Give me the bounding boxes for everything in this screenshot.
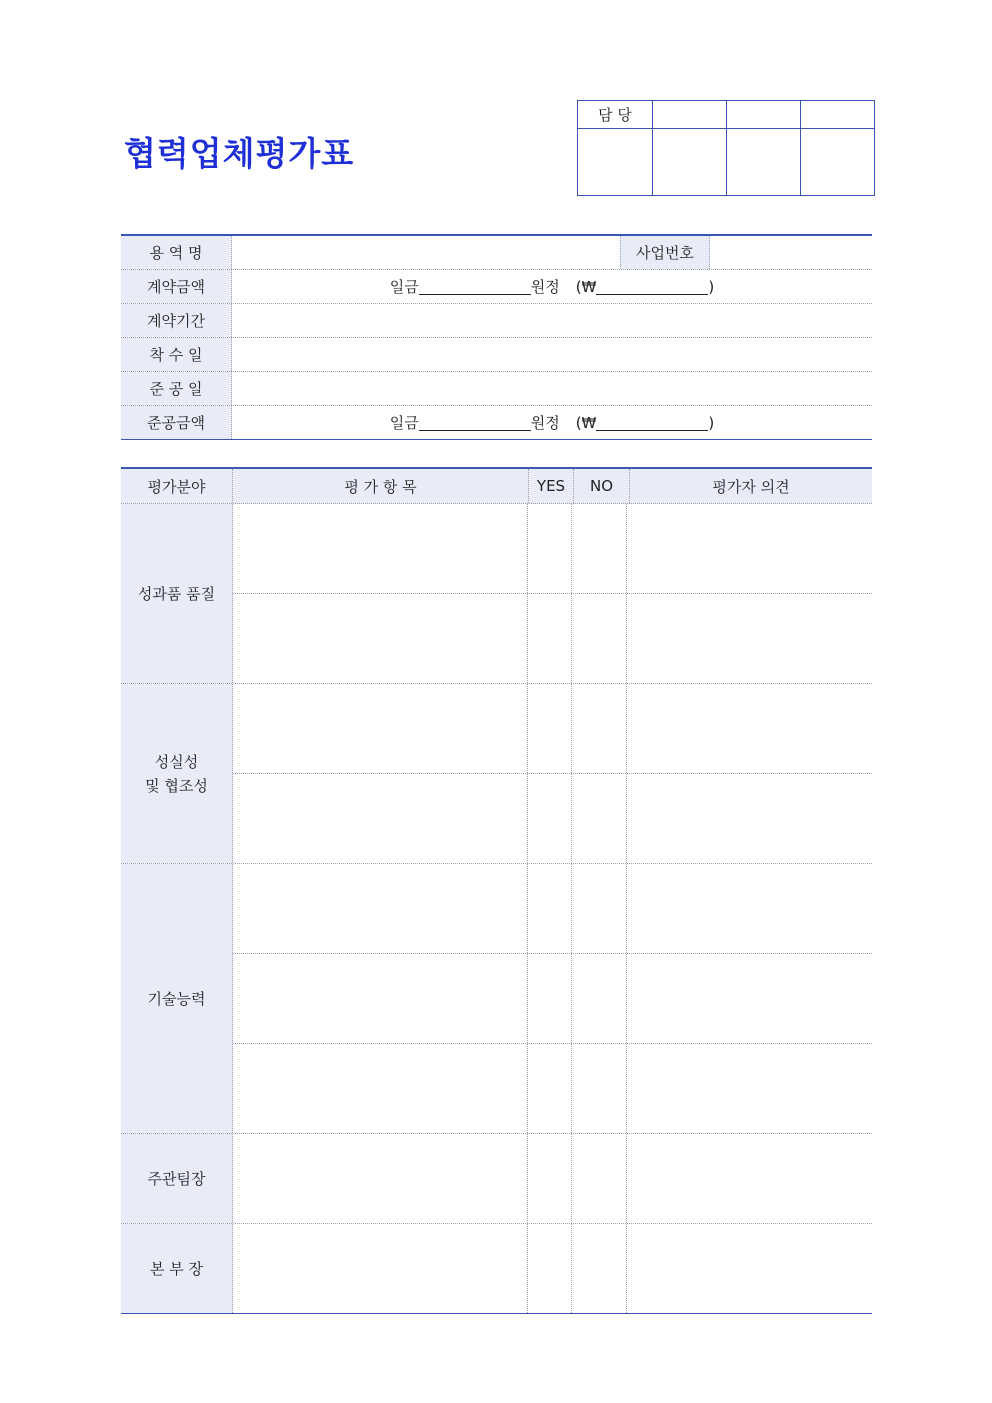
approval-label: 담 당 — [578, 101, 653, 129]
info-label: 계약기간 — [121, 304, 232, 337]
amount-number-blank[interactable] — [596, 414, 708, 431]
amount-korean-blank[interactable] — [419, 414, 531, 431]
no-cell[interactable] — [572, 684, 627, 773]
evaluation-group — [121, 504, 872, 684]
amount-prefix: 일금 — [389, 278, 419, 296]
evaluation-group — [121, 1134, 872, 1224]
evaluation-header-row — [121, 469, 872, 504]
evaluation-item-cell[interactable] — [233, 594, 528, 683]
evaluation-group — [121, 864, 872, 1134]
info-label: 준 공 일 — [121, 372, 232, 405]
evaluation-row — [233, 1224, 872, 1313]
contract-info-table — [121, 234, 872, 440]
info-row-completion-amount — [121, 406, 872, 439]
approval-header-cell — [727, 101, 801, 129]
contract-amount-field[interactable] — [232, 270, 872, 303]
service-name-field[interactable] — [232, 236, 872, 269]
approval-sign-cell[interactable] — [727, 129, 801, 196]
business-no-label: 사업번호 — [620, 236, 710, 269]
opinion-cell[interactable] — [627, 954, 872, 1043]
yes-cell[interactable] — [528, 864, 572, 953]
amount-prefix: 일금 — [389, 414, 419, 432]
document-title: 협력업체평가표 — [124, 134, 355, 173]
yes-cell[interactable] — [528, 594, 572, 683]
no-cell[interactable] — [572, 594, 627, 683]
header-no: NO — [574, 469, 630, 503]
info-row-service-name — [121, 236, 872, 270]
completion-amount-field[interactable] — [232, 406, 872, 439]
evaluation-category: 성실성 및 협조성 — [121, 684, 233, 863]
start-date-field[interactable] — [232, 338, 872, 371]
opinion-cell[interactable] — [627, 504, 872, 593]
amount-suffix: 원정 — [530, 278, 560, 296]
contract-period-field[interactable] — [232, 304, 872, 337]
no-cell[interactable] — [572, 864, 627, 953]
no-cell[interactable] — [572, 1224, 627, 1313]
won-open: (₩ — [575, 413, 597, 432]
info-label: 계약금액 — [121, 270, 232, 303]
info-label: 용 역 명 — [121, 236, 232, 269]
approval-header-cell — [653, 101, 727, 129]
completion-date-field[interactable] — [232, 372, 872, 405]
opinion-cell[interactable] — [627, 864, 872, 953]
info-label: 착 수 일 — [121, 338, 232, 371]
won-open: (₩ — [575, 277, 597, 296]
approval-sign-cell[interactable] — [578, 129, 653, 196]
evaluation-row — [233, 594, 872, 683]
evaluation-item-cell[interactable] — [233, 1044, 528, 1133]
evaluation-row — [233, 774, 872, 863]
info-row-completion-date — [121, 372, 872, 406]
info-label: 준공금액 — [121, 406, 232, 439]
approval-header-cell — [801, 101, 875, 129]
won-close: ) — [708, 413, 715, 432]
evaluation-table — [121, 467, 872, 1314]
opinion-cell[interactable] — [627, 1224, 872, 1313]
no-cell[interactable] — [572, 1134, 627, 1223]
evaluation-row — [233, 1044, 872, 1133]
evaluation-group — [121, 1224, 872, 1313]
evaluation-category: 주관팀장 — [121, 1134, 233, 1223]
info-row-contract-period — [121, 304, 872, 338]
evaluation-row — [233, 684, 872, 774]
opinion-cell[interactable] — [627, 1044, 872, 1133]
info-row-contract-amount — [121, 270, 872, 304]
evaluation-category: 본 부 장 — [121, 1224, 233, 1313]
yes-cell[interactable] — [528, 1134, 572, 1223]
header-category: 평가분야 — [121, 469, 233, 503]
evaluation-row — [233, 504, 872, 594]
evaluation-item-cell[interactable] — [233, 1134, 528, 1223]
approval-box — [577, 100, 875, 196]
header-item: 평 가 항 목 — [233, 469, 529, 503]
yes-cell[interactable] — [528, 1044, 572, 1133]
opinion-cell[interactable] — [627, 1134, 872, 1223]
yes-cell[interactable] — [528, 684, 572, 773]
yes-cell[interactable] — [528, 1224, 572, 1313]
evaluation-item-cell[interactable] — [233, 864, 528, 953]
yes-cell[interactable] — [528, 954, 572, 1043]
info-row-start-date — [121, 338, 872, 372]
evaluation-category: 성과품 품질 — [121, 504, 233, 683]
opinion-cell[interactable] — [627, 684, 872, 773]
evaluation-item-cell[interactable] — [233, 1224, 528, 1313]
evaluation-item-cell[interactable] — [233, 684, 528, 773]
amount-number-blank[interactable] — [596, 278, 708, 295]
no-cell[interactable] — [572, 954, 627, 1043]
no-cell[interactable] — [572, 504, 627, 593]
opinion-cell[interactable] — [627, 594, 872, 683]
no-cell[interactable] — [572, 774, 627, 863]
evaluation-group — [121, 684, 872, 864]
won-close: ) — [708, 277, 715, 296]
evaluation-item-cell[interactable] — [233, 774, 528, 863]
evaluation-row — [233, 1134, 872, 1223]
yes-cell[interactable] — [528, 504, 572, 593]
amount-korean-blank[interactable] — [419, 278, 531, 295]
evaluation-item-cell[interactable] — [233, 954, 528, 1043]
no-cell[interactable] — [572, 1044, 627, 1133]
header-yes: YES — [529, 469, 574, 503]
amount-suffix: 원정 — [530, 414, 560, 432]
yes-cell[interactable] — [528, 774, 572, 863]
approval-sign-cell[interactable] — [653, 129, 727, 196]
evaluation-row — [233, 954, 872, 1044]
evaluation-item-cell[interactable] — [233, 504, 528, 593]
header-opinion: 평가자 의견 — [712, 477, 790, 496]
approval-sign-cell[interactable] — [801, 129, 875, 196]
opinion-cell[interactable] — [627, 774, 872, 863]
evaluation-category: 기술능력 — [121, 864, 233, 1133]
evaluation-row — [233, 864, 872, 954]
